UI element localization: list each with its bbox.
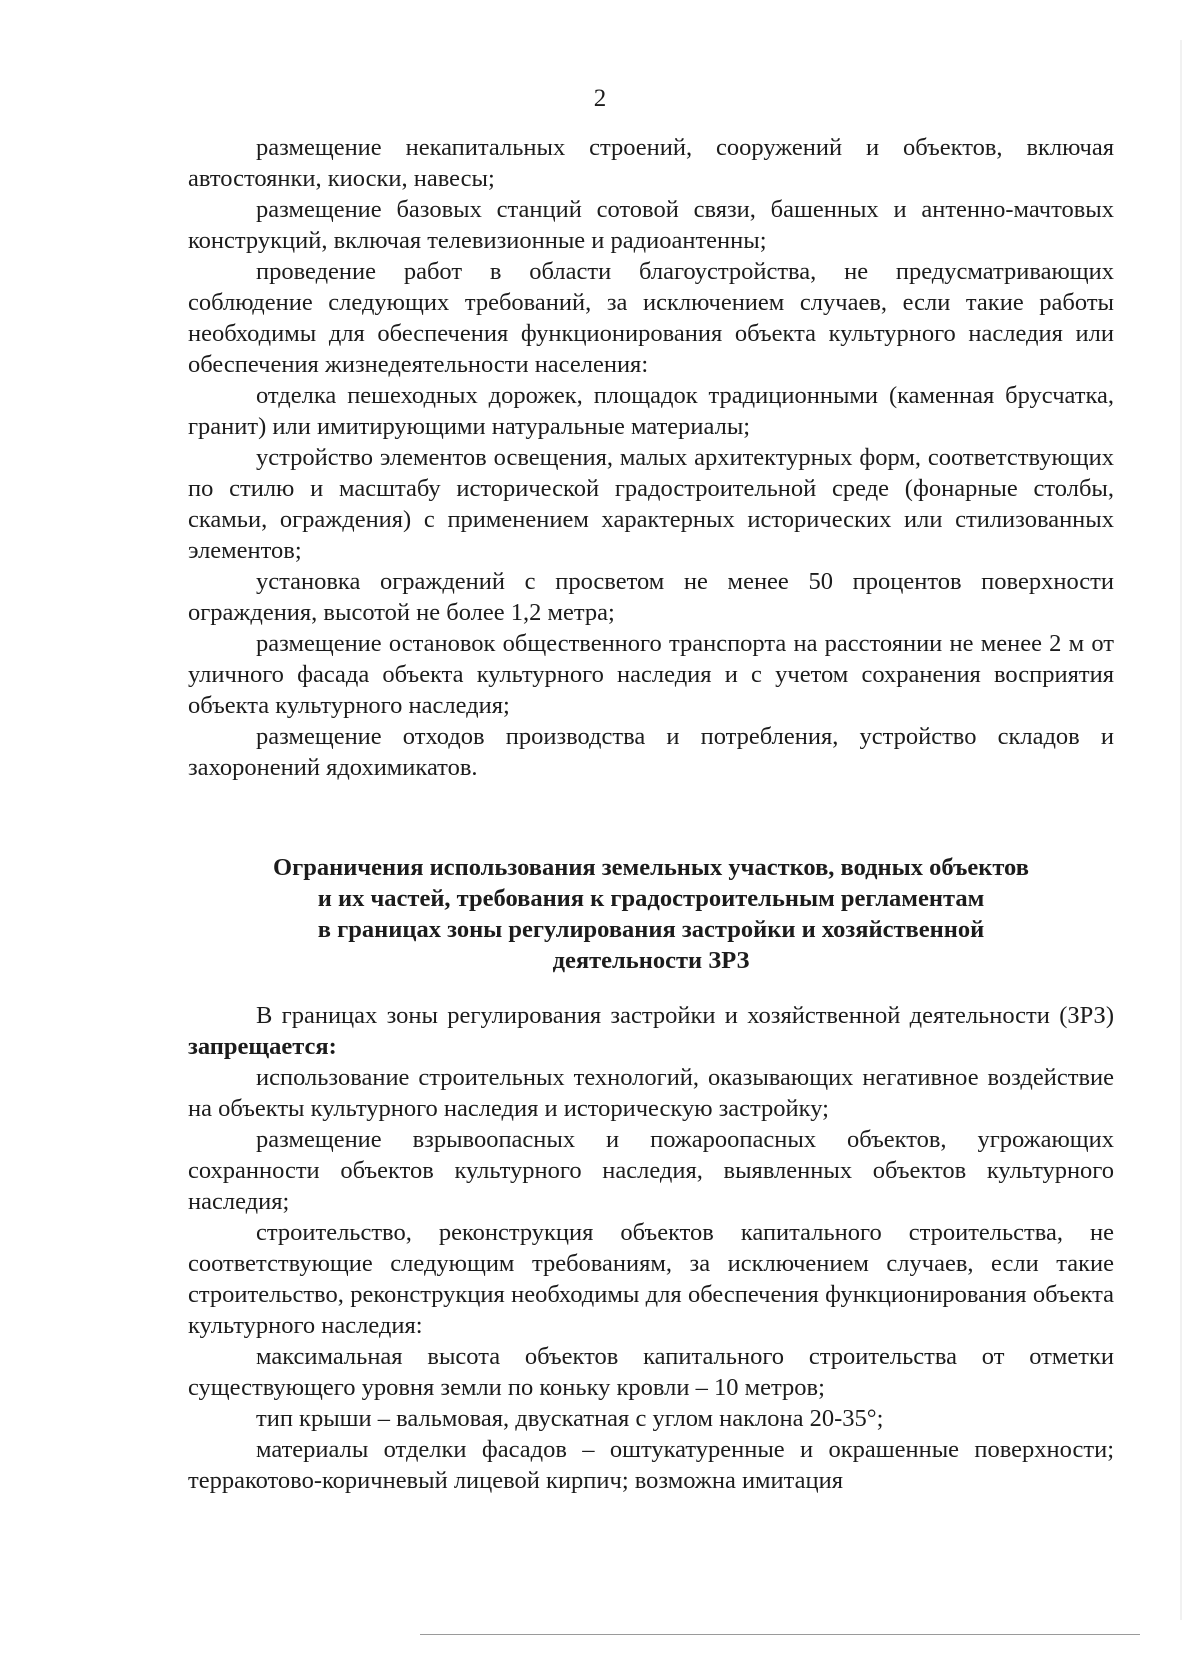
paragraph: тип крыши – вальмовая, двускатная с углом наклона 20-35°; bbox=[256, 1405, 884, 1432]
paragraph: проведение работ в области благоустройства, не предусматривающих соблюдение следующих требований, за исключением случаев, если такие работы необходимы для обеспечения функционирования объекта культурного наследия или обеспечения жизнедеятельности населения: bbox=[188, 258, 1114, 378]
paragraph: строительство, реконструкция объектов капитального строительства, не соответствующие следующим требованиям, за исключением случаев, если такие строительство, реконструкция необходимы для обеспечения функционирования объекта культурного наследия: bbox=[188, 1219, 1114, 1339]
intro-paragraph bbox=[188, 1000, 1114, 1062]
paragraph: установка ограждений с просветом не менее 50 процентов поверхности ограждения, высотой не более 1,2 метра; bbox=[188, 568, 1114, 626]
page-number: 2 bbox=[593, 85, 607, 112]
page-edge-shadow bbox=[1180, 40, 1182, 1620]
paragraph: использование строительных технологий, оказывающих негативное воздействие на объекты культурного наследия и историческую застройку; bbox=[188, 1064, 1114, 1122]
section-heading bbox=[188, 852, 1114, 976]
paragraph: размещение взрывоопасных и пожароопасных объектов, угрожающих сохранности объектов культурного наследия, выявленных объектов культурного наследия; bbox=[188, 1126, 1114, 1215]
intro-text: В границах зоны регулирования застройки и хозяйственной деятельности (ЗРЗ) bbox=[256, 1002, 1114, 1029]
footer-rule bbox=[420, 1634, 1140, 1635]
paragraph: размещение отходов производства и потребления, устройство складов и захоронений ядохимикатов. bbox=[188, 723, 1114, 781]
paragraph: размещение базовых станций сотовой связи, башенных и антенно-мачтовых конструкций, включая телевизионные и радиоантенны; bbox=[188, 196, 1114, 254]
top-section bbox=[188, 132, 1114, 783]
heading-line: и их частей, требования к градостроительным регламентам bbox=[317, 885, 985, 912]
paragraph: максимальная высота объектов капитального строительства от отметки существующего уровня земли по коньку кровли – 10 метров; bbox=[188, 1343, 1114, 1401]
paragraph: отделка пешеходных дорожек, площадок традиционными (каменная брусчатка, гранит) или имитирующими натуральные материалы; bbox=[188, 382, 1114, 440]
heading-line: в границах зоны регулирования застройки и хозяйственной bbox=[317, 916, 985, 943]
intro-bold: запрещается: bbox=[188, 1033, 337, 1060]
paragraph: устройство элементов освещения, малых архитектурных форм, соответствующих по стилю и масштабу исторической градостроительной среде (фонарные столбы, скамьи, ограждения) с применением характерных исторических или стилизованных элементов; bbox=[188, 444, 1114, 564]
bottom-section bbox=[188, 1000, 1114, 1496]
heading-line: Ограничения использования земельных участков, водных объектов bbox=[273, 854, 1029, 881]
heading-line: деятельности ЗРЗ bbox=[552, 947, 750, 974]
paragraph: размещение некапитальных строений, сооружений и объектов, включая автостоянки, киоски, навесы; bbox=[188, 134, 1114, 192]
paragraph: материалы отделки фасадов – оштукатуренные и окрашенные поверхности; терракотово-коричневый лицевой кирпич; возможна имитация bbox=[188, 1436, 1114, 1494]
paragraph: размещение остановок общественного транспорта на расстоянии не менее 2 м от уличного фасада объекта культурного наследия и с учетом сохранения восприятия объекта культурного наследия; bbox=[188, 630, 1114, 719]
